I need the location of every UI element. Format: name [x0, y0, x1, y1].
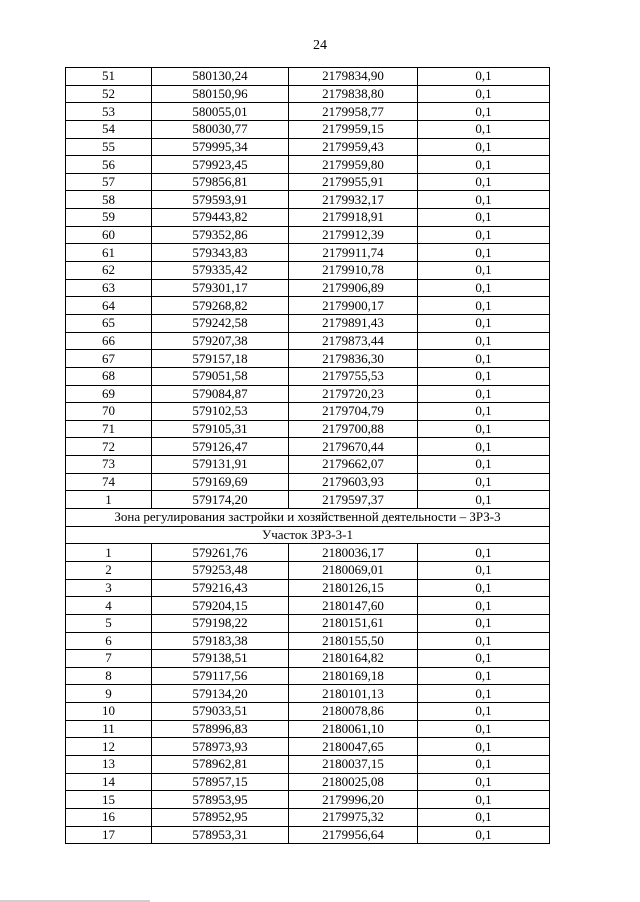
accuracy-cell: 0,1	[418, 544, 550, 562]
table-row	[66, 85, 550, 103]
x-coordinate-cell: 579207,38	[152, 332, 289, 350]
table-row	[66, 403, 550, 421]
accuracy-cell: 0,1	[418, 403, 550, 421]
accuracy-cell: 0,1	[418, 473, 550, 491]
point-number-cell: 7	[66, 650, 152, 668]
table-row	[66, 138, 550, 156]
x-coordinate-cell: 579443,82	[152, 209, 289, 227]
point-number-cell: 61	[66, 244, 152, 262]
x-coordinate-cell: 580030,77	[152, 120, 289, 138]
point-number-cell: 16	[66, 808, 152, 826]
accuracy-cell: 0,1	[418, 808, 550, 826]
y-coordinate-cell: 2179720,23	[289, 385, 418, 403]
accuracy-cell: 0,1	[418, 244, 550, 262]
accuracy-cell: 0,1	[418, 438, 550, 456]
y-coordinate-cell: 2179996,20	[289, 791, 418, 809]
point-number-cell: 60	[66, 226, 152, 244]
table-row	[66, 244, 550, 262]
table-row	[66, 773, 550, 791]
point-number-cell: 52	[66, 85, 152, 103]
accuracy-cell: 0,1	[418, 491, 550, 509]
table-row	[66, 808, 550, 826]
table-row	[66, 755, 550, 773]
point-number-cell: 3	[66, 579, 152, 597]
point-number-cell: 58	[66, 191, 152, 209]
accuracy-cell: 0,1	[418, 703, 550, 721]
x-coordinate-cell: 579856,81	[152, 173, 289, 191]
point-number-cell: 11	[66, 720, 152, 738]
x-coordinate-cell: 580150,96	[152, 85, 289, 103]
y-coordinate-cell: 2179912,39	[289, 226, 418, 244]
point-number-cell: 55	[66, 138, 152, 156]
x-coordinate-cell: 579995,34	[152, 138, 289, 156]
accuracy-cell: 0,1	[418, 720, 550, 738]
y-coordinate-cell: 2179670,44	[289, 438, 418, 456]
accuracy-cell: 0,1	[418, 156, 550, 174]
accuracy-cell: 0,1	[418, 120, 550, 138]
x-coordinate-cell: 579174,20	[152, 491, 289, 509]
x-coordinate-cell: 579105,31	[152, 420, 289, 438]
accuracy-cell: 0,1	[418, 614, 550, 632]
x-coordinate-cell: 579126,47	[152, 438, 289, 456]
x-coordinate-cell: 579131,91	[152, 456, 289, 474]
table-row	[66, 685, 550, 703]
y-coordinate-cell: 2179906,89	[289, 279, 418, 297]
x-coordinate-cell: 579134,20	[152, 685, 289, 703]
subzone-heading: Участок ЗРЗ-3-1	[66, 526, 550, 544]
zone-heading-row	[66, 509, 550, 527]
point-number-cell: 74	[66, 473, 152, 491]
accuracy-cell: 0,1	[418, 456, 550, 474]
table-row	[66, 367, 550, 385]
table-row	[66, 579, 550, 597]
y-coordinate-cell: 2180164,82	[289, 650, 418, 668]
accuracy-cell: 0,1	[418, 561, 550, 579]
x-coordinate-cell: 578996,83	[152, 720, 289, 738]
accuracy-cell: 0,1	[418, 420, 550, 438]
accuracy-cell: 0,1	[418, 755, 550, 773]
point-number-cell: 9	[66, 685, 152, 703]
coordinates-table	[65, 67, 550, 844]
y-coordinate-cell: 2179838,80	[289, 85, 418, 103]
table-row	[66, 614, 550, 632]
table-body-top	[66, 68, 550, 509]
y-coordinate-cell: 2179836,30	[289, 350, 418, 368]
y-coordinate-cell: 2179700,88	[289, 420, 418, 438]
accuracy-cell: 0,1	[418, 685, 550, 703]
table-row	[66, 438, 550, 456]
y-coordinate-cell: 2180025,08	[289, 773, 418, 791]
x-coordinate-cell: 580055,01	[152, 103, 289, 121]
point-number-cell: 65	[66, 314, 152, 332]
table-row	[66, 491, 550, 509]
table-row	[66, 297, 550, 315]
y-coordinate-cell: 2180069,01	[289, 561, 418, 579]
accuracy-cell: 0,1	[418, 350, 550, 368]
y-coordinate-cell: 2179911,74	[289, 244, 418, 262]
accuracy-cell: 0,1	[418, 138, 550, 156]
x-coordinate-cell: 578962,81	[152, 755, 289, 773]
y-coordinate-cell: 2179891,43	[289, 314, 418, 332]
y-coordinate-cell: 2179910,78	[289, 262, 418, 280]
y-coordinate-cell: 2179603,93	[289, 473, 418, 491]
y-coordinate-cell: 2179959,43	[289, 138, 418, 156]
accuracy-cell: 0,1	[418, 314, 550, 332]
x-coordinate-cell: 579198,22	[152, 614, 289, 632]
point-number-cell: 59	[66, 209, 152, 227]
point-number-cell: 72	[66, 438, 152, 456]
y-coordinate-cell: 2180126,15	[289, 579, 418, 597]
point-number-cell: 51	[66, 68, 152, 86]
x-coordinate-cell: 579343,83	[152, 244, 289, 262]
y-coordinate-cell: 2180037,15	[289, 755, 418, 773]
x-coordinate-cell: 579117,56	[152, 667, 289, 685]
point-number-cell: 67	[66, 350, 152, 368]
subzone-heading-row	[66, 526, 550, 544]
y-coordinate-cell: 2179834,90	[289, 68, 418, 86]
x-coordinate-cell: 579138,51	[152, 650, 289, 668]
table-row	[66, 456, 550, 474]
point-number-cell: 4	[66, 597, 152, 615]
x-coordinate-cell: 579169,69	[152, 473, 289, 491]
accuracy-cell: 0,1	[418, 367, 550, 385]
y-coordinate-cell: 2180078,86	[289, 703, 418, 721]
point-number-cell: 69	[66, 385, 152, 403]
point-number-cell: 54	[66, 120, 152, 138]
table-row	[66, 173, 550, 191]
y-coordinate-cell: 2179955,91	[289, 173, 418, 191]
table-row	[66, 120, 550, 138]
zone-heading-section	[66, 509, 550, 544]
x-coordinate-cell: 578957,15	[152, 773, 289, 791]
table-row	[66, 191, 550, 209]
table-row	[66, 279, 550, 297]
y-coordinate-cell: 2180147,60	[289, 597, 418, 615]
table-row	[66, 68, 550, 86]
table-row	[66, 473, 550, 491]
accuracy-cell: 0,1	[418, 103, 550, 121]
point-number-cell: 64	[66, 297, 152, 315]
accuracy-cell: 0,1	[418, 579, 550, 597]
y-coordinate-cell: 2179597,37	[289, 491, 418, 509]
accuracy-cell: 0,1	[418, 191, 550, 209]
y-coordinate-cell: 2180101,13	[289, 685, 418, 703]
table-row	[66, 332, 550, 350]
point-number-cell: 62	[66, 262, 152, 280]
table-row	[66, 738, 550, 756]
accuracy-cell: 0,1	[418, 279, 550, 297]
table-row	[66, 226, 550, 244]
accuracy-cell: 0,1	[418, 597, 550, 615]
x-coordinate-cell: 579204,15	[152, 597, 289, 615]
table-row	[66, 544, 550, 562]
point-number-cell: 63	[66, 279, 152, 297]
y-coordinate-cell: 2180061,10	[289, 720, 418, 738]
x-coordinate-cell: 579268,82	[152, 297, 289, 315]
x-coordinate-cell: 579301,17	[152, 279, 289, 297]
x-coordinate-cell: 579352,86	[152, 226, 289, 244]
point-number-cell: 13	[66, 755, 152, 773]
accuracy-cell: 0,1	[418, 826, 550, 844]
accuracy-cell: 0,1	[418, 632, 550, 650]
x-coordinate-cell: 578953,95	[152, 791, 289, 809]
point-number-cell: 12	[66, 738, 152, 756]
x-coordinate-cell: 579261,76	[152, 544, 289, 562]
point-number-cell: 14	[66, 773, 152, 791]
x-coordinate-cell: 579033,51	[152, 703, 289, 721]
x-coordinate-cell: 579242,58	[152, 314, 289, 332]
y-coordinate-cell: 2179958,77	[289, 103, 418, 121]
y-coordinate-cell: 2180155,50	[289, 632, 418, 650]
table-row	[66, 561, 550, 579]
y-coordinate-cell: 2180047,65	[289, 738, 418, 756]
table-row	[66, 597, 550, 615]
x-coordinate-cell: 579084,87	[152, 385, 289, 403]
point-number-cell: 73	[66, 456, 152, 474]
accuracy-cell: 0,1	[418, 791, 550, 809]
table-row	[66, 650, 550, 668]
table-row	[66, 262, 550, 280]
point-number-cell: 68	[66, 367, 152, 385]
table-row	[66, 826, 550, 844]
accuracy-cell: 0,1	[418, 262, 550, 280]
table-row	[66, 720, 550, 738]
table-row	[66, 385, 550, 403]
point-number-cell: 2	[66, 561, 152, 579]
y-coordinate-cell: 2180151,61	[289, 614, 418, 632]
y-coordinate-cell: 2179900,17	[289, 297, 418, 315]
point-number-cell: 57	[66, 173, 152, 191]
accuracy-cell: 0,1	[418, 85, 550, 103]
x-coordinate-cell: 579051,58	[152, 367, 289, 385]
point-number-cell: 10	[66, 703, 152, 721]
table-row	[66, 791, 550, 809]
accuracy-cell: 0,1	[418, 385, 550, 403]
accuracy-cell: 0,1	[418, 332, 550, 350]
table-row	[66, 314, 550, 332]
x-coordinate-cell: 578953,31	[152, 826, 289, 844]
accuracy-cell: 0,1	[418, 209, 550, 227]
table-row	[66, 103, 550, 121]
x-coordinate-cell: 580130,24	[152, 68, 289, 86]
y-coordinate-cell: 2179959,80	[289, 156, 418, 174]
table-body-bottom	[66, 544, 550, 844]
table-row	[66, 156, 550, 174]
accuracy-cell: 0,1	[418, 226, 550, 244]
accuracy-cell: 0,1	[418, 738, 550, 756]
point-number-cell: 71	[66, 420, 152, 438]
x-coordinate-cell: 579183,38	[152, 632, 289, 650]
x-coordinate-cell: 578973,93	[152, 738, 289, 756]
y-coordinate-cell: 2179959,15	[289, 120, 418, 138]
y-coordinate-cell: 2179918,91	[289, 209, 418, 227]
y-coordinate-cell: 2179704,79	[289, 403, 418, 421]
x-coordinate-cell: 579253,48	[152, 561, 289, 579]
accuracy-cell: 0,1	[418, 650, 550, 668]
y-coordinate-cell: 2179975,32	[289, 808, 418, 826]
y-coordinate-cell: 2179873,44	[289, 332, 418, 350]
y-coordinate-cell: 2179956,64	[289, 826, 418, 844]
accuracy-cell: 0,1	[418, 173, 550, 191]
point-number-cell: 17	[66, 826, 152, 844]
y-coordinate-cell: 2179662,07	[289, 456, 418, 474]
accuracy-cell: 0,1	[418, 68, 550, 86]
x-coordinate-cell: 578952,95	[152, 808, 289, 826]
point-number-cell: 1	[66, 491, 152, 509]
point-number-cell: 6	[66, 632, 152, 650]
point-number-cell: 53	[66, 103, 152, 121]
table-row	[66, 632, 550, 650]
y-coordinate-cell: 2179932,17	[289, 191, 418, 209]
point-number-cell: 66	[66, 332, 152, 350]
page-number: 24	[313, 38, 327, 53]
zone-heading: Зона регулирования застройки и хозяйственной деятельности – ЗРЗ-3	[66, 509, 550, 527]
table-row	[66, 703, 550, 721]
point-number-cell: 5	[66, 614, 152, 632]
accuracy-cell: 0,1	[418, 667, 550, 685]
x-coordinate-cell: 579216,43	[152, 579, 289, 597]
point-number-cell: 1	[66, 544, 152, 562]
accuracy-cell: 0,1	[418, 773, 550, 791]
y-coordinate-cell: 2180169,18	[289, 667, 418, 685]
y-coordinate-cell: 2180036,17	[289, 544, 418, 562]
point-number-cell: 8	[66, 667, 152, 685]
table-row	[66, 667, 550, 685]
x-coordinate-cell: 579593,91	[152, 191, 289, 209]
point-number-cell: 70	[66, 403, 152, 421]
x-coordinate-cell: 579923,45	[152, 156, 289, 174]
x-coordinate-cell: 579157,18	[152, 350, 289, 368]
y-coordinate-cell: 2179755,53	[289, 367, 418, 385]
x-coordinate-cell: 579335,42	[152, 262, 289, 280]
point-number-cell: 56	[66, 156, 152, 174]
point-number-cell: 15	[66, 791, 152, 809]
table-row	[66, 350, 550, 368]
x-coordinate-cell: 579102,53	[152, 403, 289, 421]
table-row	[66, 209, 550, 227]
table-row	[66, 420, 550, 438]
accuracy-cell: 0,1	[418, 297, 550, 315]
